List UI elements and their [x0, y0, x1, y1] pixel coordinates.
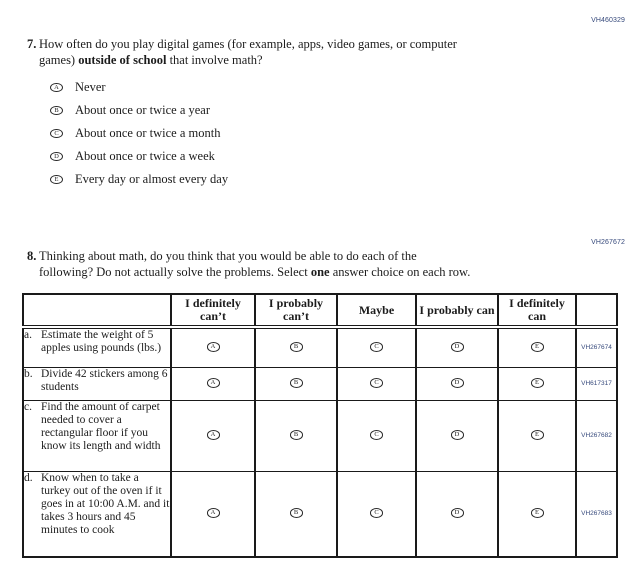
matrix-header-row [23, 294, 617, 327]
answer-bubble-d-icon[interactable]: D [451, 378, 464, 388]
question7-line1: How often do you play digital games (for example, apps, video games, or computer [39, 37, 457, 51]
answer-bubble-a-icon[interactable]: A [207, 378, 220, 388]
question7-accession-code: VH460329 [591, 17, 625, 24]
q7-option-never[interactable] [50, 80, 228, 95]
matrix-row-c [23, 400, 617, 471]
answer-bubble-d-icon[interactable]: D [50, 152, 63, 162]
row-a-choice-e[interactable] [498, 327, 576, 367]
matrix-row-d [23, 471, 617, 557]
answer-bubble-c-icon[interactable]: C [370, 378, 383, 388]
answer-bubble-a-icon[interactable]: A [207, 342, 220, 352]
answer-bubble-a-icon[interactable]: A [50, 83, 63, 93]
matrix-row-a [23, 327, 617, 367]
answer-bubble-d-icon[interactable]: D [451, 508, 464, 518]
row-b-accession-code: VH617317 [576, 367, 617, 400]
answer-bubble-c-icon[interactable]: C [50, 129, 63, 139]
answer-bubble-b-icon[interactable]: B [290, 378, 303, 388]
header-probably-can: I probably can [416, 294, 498, 327]
row-d-choice-b[interactable] [255, 471, 337, 557]
row-c-choice-b[interactable] [255, 400, 337, 471]
row-d-choice-c[interactable] [337, 471, 416, 557]
q7-option-every-day[interactable] [50, 172, 228, 187]
row-a-choice-c[interactable] [337, 327, 416, 367]
q7-option-once-twice-week[interactable] [50, 149, 228, 164]
answer-bubble-c-icon[interactable]: C [370, 430, 383, 440]
answer-bubble-b-icon[interactable]: B [290, 430, 303, 440]
matrix-row-b [23, 367, 617, 400]
question8-text [39, 249, 584, 280]
answer-bubble-c-icon[interactable]: C [370, 508, 383, 518]
question7-options [50, 80, 228, 195]
row-d-choice-a[interactable] [171, 471, 255, 557]
row-d-choice-e[interactable] [498, 471, 576, 557]
row-b-choice-d[interactable] [416, 367, 498, 400]
row-d-accession-code: VH267683 [576, 471, 617, 557]
row-a-label: a. Estimate the weight of 5 apples using pounds (lbs.) [23, 327, 171, 367]
answer-bubble-b-icon[interactable]: B [290, 508, 303, 518]
answer-bubble-d-icon[interactable]: D [451, 430, 464, 440]
answer-bubble-a-icon[interactable]: A [207, 430, 220, 440]
row-b-choice-a[interactable] [171, 367, 255, 400]
row-a-accession-code: VH267674 [576, 327, 617, 367]
row-a-choice-d[interactable] [416, 327, 498, 367]
question7-line2: games) outside of school that involve math? [39, 52, 263, 67]
header-code-cell [576, 294, 617, 327]
row-b-choice-b[interactable] [255, 367, 337, 400]
row-c-choice-a[interactable] [171, 400, 255, 471]
question7-text [39, 37, 584, 68]
question8-line2: following? Do not actually solve the problems. Select one answer choice on each row. [39, 264, 471, 279]
answer-bubble-e-icon[interactable]: E [531, 508, 544, 518]
answer-bubble-e-icon[interactable]: E [531, 430, 544, 440]
answer-bubble-e-icon[interactable]: E [50, 175, 63, 185]
row-c-choice-c[interactable] [337, 400, 416, 471]
answer-bubble-d-icon[interactable]: D [451, 342, 464, 352]
header-maybe: Maybe [337, 294, 416, 327]
answer-bubble-b-icon[interactable]: B [290, 342, 303, 352]
question-8 [27, 249, 584, 280]
question7-number: 7. [27, 37, 37, 51]
row-c-accession-code: VH267682 [576, 400, 617, 471]
answer-bubble-c-icon[interactable]: C [370, 342, 383, 352]
header-stub-cell [23, 294, 171, 327]
row-c-choice-e[interactable] [498, 400, 576, 471]
row-a-choice-a[interactable] [171, 327, 255, 367]
row-d-label: d. Know when to take a turkey out of the oven if it goes in at 10:00 A.M. and it takes 3 hours and 45 minutes to cook [23, 471, 171, 557]
answer-bubble-e-icon[interactable]: E [531, 342, 544, 352]
answer-bubble-b-icon[interactable]: B [50, 106, 63, 116]
row-b-label: b. Divide 42 stickers among 6 students [23, 367, 171, 400]
row-d-choice-d[interactable] [416, 471, 498, 557]
option-label: Never [75, 80, 106, 94]
header-definitely-can: I definitely can [498, 294, 576, 327]
option-label: About once or twice a year [75, 103, 211, 117]
option-label: About once or twice a week [75, 149, 215, 163]
row-c-label: c. Find the amount of carpet needed to cover a rectangular floor if you know its length and width [23, 400, 171, 471]
option-label: About once or twice a month [75, 126, 221, 140]
question-7 [27, 37, 584, 68]
row-b-choice-e[interactable] [498, 367, 576, 400]
q7-option-once-twice-year[interactable] [50, 103, 228, 118]
question8-accession-code: VH267672 [591, 239, 625, 246]
row-c-choice-d[interactable] [416, 400, 498, 471]
q7-option-once-twice-month[interactable] [50, 126, 228, 141]
header-definitely-cant: I definitely can’t [171, 294, 255, 327]
question8-number: 8. [27, 249, 37, 263]
answer-bubble-a-icon[interactable]: A [207, 508, 220, 518]
answer-bubble-e-icon[interactable]: E [531, 378, 544, 388]
q8-answer-matrix-table [22, 293, 618, 558]
header-probably-cant: I probably can’t [255, 294, 337, 327]
row-a-choice-b[interactable] [255, 327, 337, 367]
row-b-choice-c[interactable] [337, 367, 416, 400]
option-label: Every day or almost every day [75, 172, 229, 186]
question8-line1: Thinking about math, do you think that you would be able to do each of the [39, 249, 417, 263]
